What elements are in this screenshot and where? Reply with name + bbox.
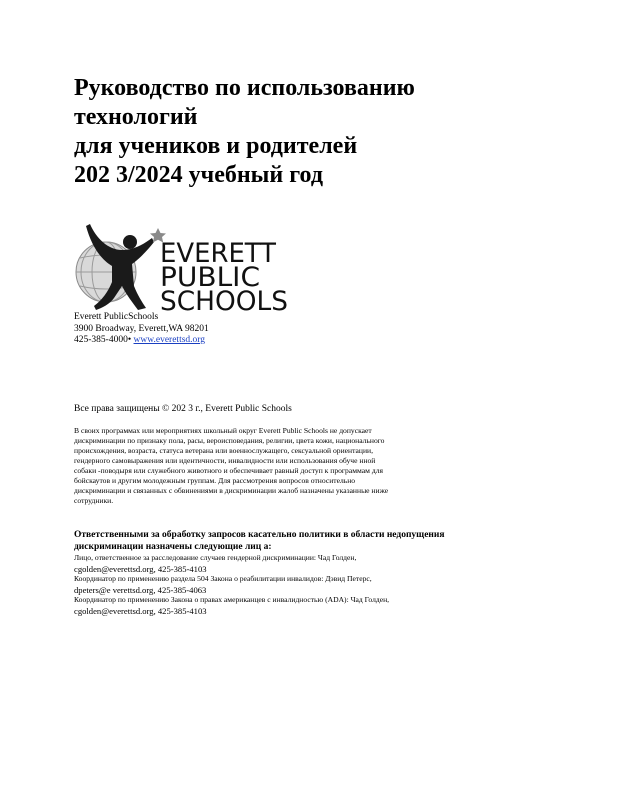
statement-line: бойскаутов и другим молодежным группам. Для рассмотрения вопросов относительно (74, 476, 356, 485)
officer-role: Координатор по применению раздела 504 Закона о реабилитации инвалидов: Дэвид Петерс, (74, 574, 372, 584)
statement-line: дискриминации и связанных с обвинениями в дискриминации жалоб назначены указанные ниже (74, 486, 389, 495)
contact-line (74, 335, 209, 347)
logo-text-schools: SCHOOLS (160, 286, 288, 314)
title-line: для учеников и родителей (74, 133, 358, 159)
copyright-notice: Все права защищены © 202 3 г., Everett Public Schools (74, 404, 292, 414)
officers-heading: дискриминации назначены следующие лиц а: (74, 542, 272, 552)
logo-text-public: PUBLIC (160, 262, 260, 293)
website-link[interactable]: www.everettsd.org (133, 335, 206, 345)
statement-line: В своих программах или мероприятиях школьный округ Everett Public Schools не допускает (74, 426, 372, 435)
phone-number: 425-385-4000• (74, 335, 132, 345)
statement-line: собаки -поводыря или служебного животного и обеспечивает равный доступ к программам для (74, 466, 383, 475)
officer-contact: cgolden@everettsd.org, 425-385-4103 (74, 605, 207, 616)
officers-heading: Ответственными за обработку запросов касательно политики в области недопущения (74, 530, 445, 540)
title-line: технологий (74, 104, 198, 130)
district-address (74, 312, 209, 347)
title-line: Руководство по использованию (74, 75, 415, 101)
everett-public-schools-logo (72, 222, 292, 314)
statement-line: дискриминации по признаку пола, расы, вероисповедания, религии, цвета кожи, национального (74, 436, 385, 445)
designated-officers (74, 529, 544, 617)
logo-text-everett: EVERETT (160, 238, 277, 269)
statement-line: сотрудники. (74, 496, 114, 505)
officer-role: Лицо, ответственное за расследование случаев гендерной дискриминации: Чад Голден, (74, 553, 357, 562)
title-line: 202 3/2024 учебный год (74, 162, 323, 188)
officer-contact: cgolden@everettsd.org, 425-385-4103 (74, 563, 207, 574)
officer-role: Координатор по применению Закона о правах американцев с инвалидностью (ADA): Чад Голден, (74, 595, 390, 605)
street-address: 3900 Broadway, Everett,WA 98201 (74, 323, 209, 334)
officer-contact: dpeters@e verettsd.org, 425-385-4063 (74, 584, 207, 595)
district-name: Everett PublicSchools (74, 312, 159, 322)
nondiscrimination-statement (74, 426, 510, 506)
statement-line: гендерного самовыражения или идентичности, инвалидности или использования обуче нной (74, 456, 376, 465)
document-title (74, 74, 594, 190)
statement-line: происхождения, возраста, статуса ветерана или военнослужащего, сексуальной ориентации, (74, 446, 373, 455)
